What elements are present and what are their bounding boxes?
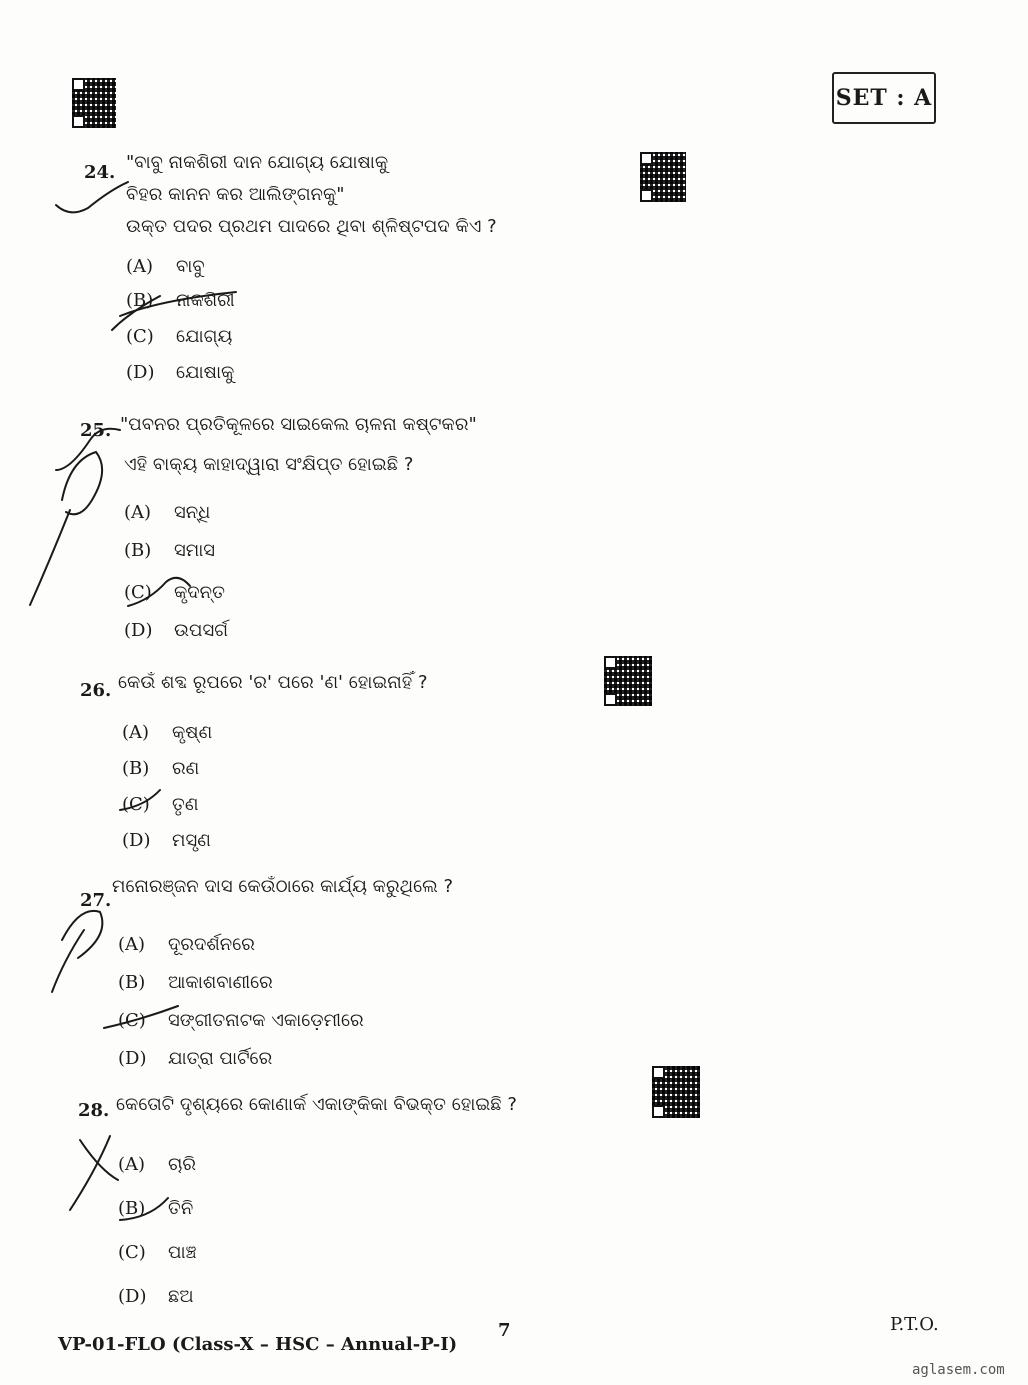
option-text: ସନ୍ଧି xyxy=(174,502,211,523)
option-b xyxy=(122,758,199,779)
question-text-line: କେତୋଟି ଦୃଶ୍ୟରେ କୋଣାର୍କ ଏକାଙ୍କିକା ବିଭକ୍ତ ହୋଇଛି ? xyxy=(116,1094,517,1115)
option-label: (C) xyxy=(118,1242,146,1263)
option-label: (C) xyxy=(126,326,154,347)
pen-mark xyxy=(70,1136,110,1210)
watermark: aglasem.com xyxy=(912,1362,1005,1378)
option-b xyxy=(118,1198,193,1219)
option-text: ଉପସର୍ଗ xyxy=(174,620,229,641)
question-text-line: କେଉଁ ଶବ୍ଦ ରୂପରେ 'ର' ପରେ 'ଣ' ହୋଇନାହିଁ ? xyxy=(118,672,428,693)
option-text: ଯୋଷାକୁ xyxy=(176,362,235,383)
option-label: (D) xyxy=(126,362,155,383)
option-label: (A) xyxy=(122,722,150,743)
option-a xyxy=(124,502,210,523)
option-label: (B) xyxy=(118,972,146,993)
option-d xyxy=(122,830,211,851)
set-label: SET : A xyxy=(835,85,933,111)
option-text: ତୃଣ xyxy=(172,794,199,815)
option-label: (A) xyxy=(124,502,152,523)
option-text: କୃଷ୍ଣ xyxy=(172,722,213,743)
question-text-line: ଉକ୍ତ ପଦର ପ୍ରଥମ ପାଦରେ ଥିବା ଶ୍ଳିଷ୍ଟପଦ କିଏ ? xyxy=(126,216,497,237)
pen-mark xyxy=(52,930,84,992)
option-label: (D) xyxy=(118,1048,147,1069)
pen-mark xyxy=(56,182,128,212)
set-label-box xyxy=(832,72,936,124)
option-label: (D) xyxy=(122,830,151,851)
question-number: 26. xyxy=(80,680,112,701)
question-text-line: "ବାବୁ ନାକଶିରୀ ଦାନ ଯୋଗ୍ୟ ଯୋଷାକୁ xyxy=(126,152,389,173)
option-text: ଛଅ xyxy=(168,1286,194,1307)
question-number: 27. xyxy=(80,890,112,911)
option-text: ଆକାଶବାଣୀରେ xyxy=(168,972,273,993)
option-label: (C) xyxy=(118,1010,146,1031)
option-label: (B) xyxy=(124,540,152,561)
option-text: ଚାରି xyxy=(168,1154,196,1175)
question-number: 24. xyxy=(84,162,116,183)
option-label: (D) xyxy=(124,620,153,641)
option-c xyxy=(126,326,232,347)
option-text: କୃଦନ୍ତ xyxy=(174,582,225,603)
pto-label: P.T.O. xyxy=(890,1314,939,1335)
qr-code xyxy=(604,656,652,706)
option-d xyxy=(118,1048,272,1069)
option-b xyxy=(126,290,235,311)
option-label: (B) xyxy=(118,1198,146,1219)
option-text: ବାବୁ xyxy=(176,256,205,277)
option-text: ରଣ xyxy=(172,758,200,779)
option-label: (D) xyxy=(118,1286,147,1307)
question-number: 28. xyxy=(78,1100,110,1121)
option-text: ସମାସ xyxy=(174,540,216,561)
option-c xyxy=(118,1010,364,1031)
paper-code: VP-01-FLO (Class-X – HSC – Annual-P-I) xyxy=(58,1334,458,1355)
option-label: (C) xyxy=(122,794,150,815)
option-c xyxy=(118,1242,196,1263)
option-text: ଯାତ୍ରା ପାର୍ଟିରେ xyxy=(168,1048,273,1069)
option-text: ଯୋଗ୍ୟ xyxy=(176,326,233,347)
option-text: ମସୃଣ xyxy=(172,830,211,851)
option-b xyxy=(124,540,215,561)
option-text: ସଙ୍ଗୀତନାଟକ ଏକାଡ଼େମୀରେ xyxy=(168,1010,364,1031)
option-a xyxy=(122,722,212,743)
option-text: ନାକଶିରୀ xyxy=(176,290,235,311)
option-text: ପାଞ୍ଚ xyxy=(168,1242,197,1263)
pen-mark xyxy=(80,1140,118,1180)
option-text: ଦୂରଦର୍ଶନରେ xyxy=(168,934,255,955)
question-number: 25. xyxy=(80,420,112,441)
qr-code-top-left xyxy=(72,78,116,128)
option-b xyxy=(118,972,273,993)
option-label: (B) xyxy=(126,290,154,311)
option-label: (A) xyxy=(118,934,146,955)
option-label: (A) xyxy=(126,256,154,277)
option-label: (A) xyxy=(118,1154,146,1175)
question-text-line: ମନୋରଞ୍ଜନ ଦାସ କେଉଁଠାରେ କାର୍ଯ୍ୟ କରୁଥିଲେ ? xyxy=(112,876,454,897)
question-text-line: "ପବନର ପ୍ରତିକୂଳରେ ସାଇକେଲ ଚାଳନା କଷ୍ଟକର" xyxy=(120,414,477,435)
question-text-line: ବିହର କାନନ କର ଆଲିଙ୍ଗନକୁ" xyxy=(126,184,345,205)
option-d xyxy=(124,620,228,641)
qr-code xyxy=(652,1066,700,1118)
option-a xyxy=(118,1154,196,1175)
option-d xyxy=(118,1286,194,1307)
option-c xyxy=(122,794,198,815)
page-number: 7 xyxy=(498,1320,511,1341)
option-label: (B) xyxy=(122,758,150,779)
option-label: (C) xyxy=(124,582,152,603)
option-d xyxy=(126,362,234,383)
pen-mark xyxy=(30,510,70,605)
option-text: ତିନି xyxy=(168,1198,194,1219)
pen-mark xyxy=(62,452,102,514)
option-a xyxy=(126,256,205,277)
option-c xyxy=(124,582,225,603)
qr-code xyxy=(640,152,686,202)
option-a xyxy=(118,934,255,955)
question-text-line: ଏହି ବାକ୍ୟ କାହାଦ୍ୱାରା ସଂକ୍ଷିପ୍ତ ହୋଇଛି ? xyxy=(124,454,414,475)
pen-mark xyxy=(62,911,102,958)
